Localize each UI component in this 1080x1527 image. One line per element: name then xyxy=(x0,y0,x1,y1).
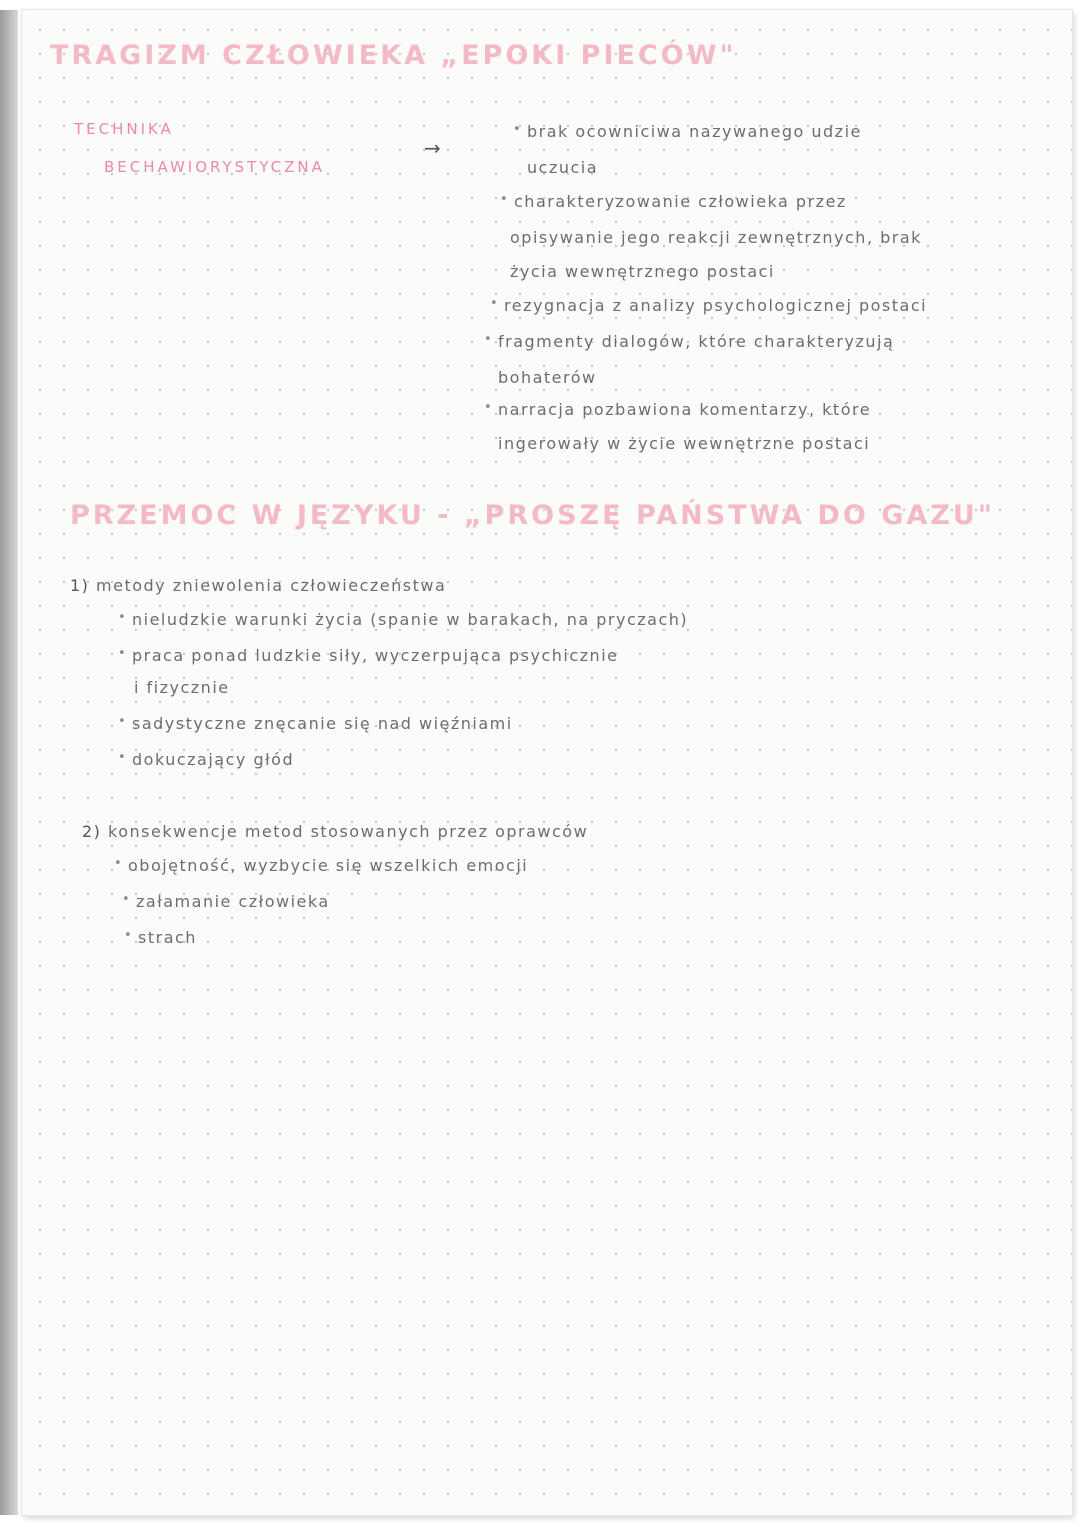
list1-heading-text: metody zniewolenia człowieczeństwa xyxy=(96,576,447,595)
list-item: • narracja pozbawiona komentarzy, które xyxy=(498,400,871,419)
list-item-continuation: uczucia xyxy=(527,158,599,177)
list-item: • załamanie człowieka xyxy=(136,892,330,911)
section2-title: PRZEMOC W JĘZYKU - „PROSZĘ PAŃSTWA DO GAZU" xyxy=(70,500,995,531)
list-item: • rezygnacja z analizy psychologicznej postaci xyxy=(504,296,927,315)
list-item-continuation: życia wewnętrznego postaci xyxy=(510,262,775,281)
notebook-spine xyxy=(0,10,18,1515)
list-item: • strach xyxy=(138,928,197,947)
list-item: • praca ponad ludzkie siły, wyczerpująca psychicznie xyxy=(132,646,618,665)
section1-title: TRAGIZM CZŁOWIEKA „EPOKI PIECÓW" xyxy=(50,40,737,71)
list-item-continuation: opisywanie jego reakcji zewnętrznych, brak xyxy=(510,228,922,247)
list-item: • sadystyczne znęcanie się nad więźniami xyxy=(132,714,513,733)
list-item: • dokuczający głód xyxy=(132,750,294,769)
list-item-continuation: bohaterów xyxy=(498,368,597,387)
list-item-continuation: i fizycznie xyxy=(134,678,230,697)
list-item: • brak ocowniciwa nazywanego udzie xyxy=(527,122,862,141)
list2-heading xyxy=(82,822,588,841)
list-item: • fragmenty dialogów, które charakteryzują xyxy=(498,332,894,351)
technique-label-line2: BECHAWIORYSTYCZNA xyxy=(104,158,325,176)
list2-heading-text: konsekwencje metod stosowanych przez oprawców xyxy=(108,822,589,841)
list-item-continuation: ingerowały w życie wewnętrzne postaci xyxy=(498,434,871,453)
list1-number: 1) xyxy=(70,576,90,595)
technique-label-line1: TECHNIKA xyxy=(74,120,174,138)
arrow-right-icon: → xyxy=(424,136,441,160)
list-item: • obojętność, wyzbycie się wszelkich emocji xyxy=(128,856,528,875)
list-item: • nieludzkie warunki życia (spanie w barakach, na pryczach) xyxy=(132,610,688,629)
list1-heading xyxy=(70,576,446,595)
list-item: • charakteryzowanie człowieka przez xyxy=(514,192,847,211)
notebook-page xyxy=(22,10,1072,1515)
list2-number: 2) xyxy=(82,822,102,841)
